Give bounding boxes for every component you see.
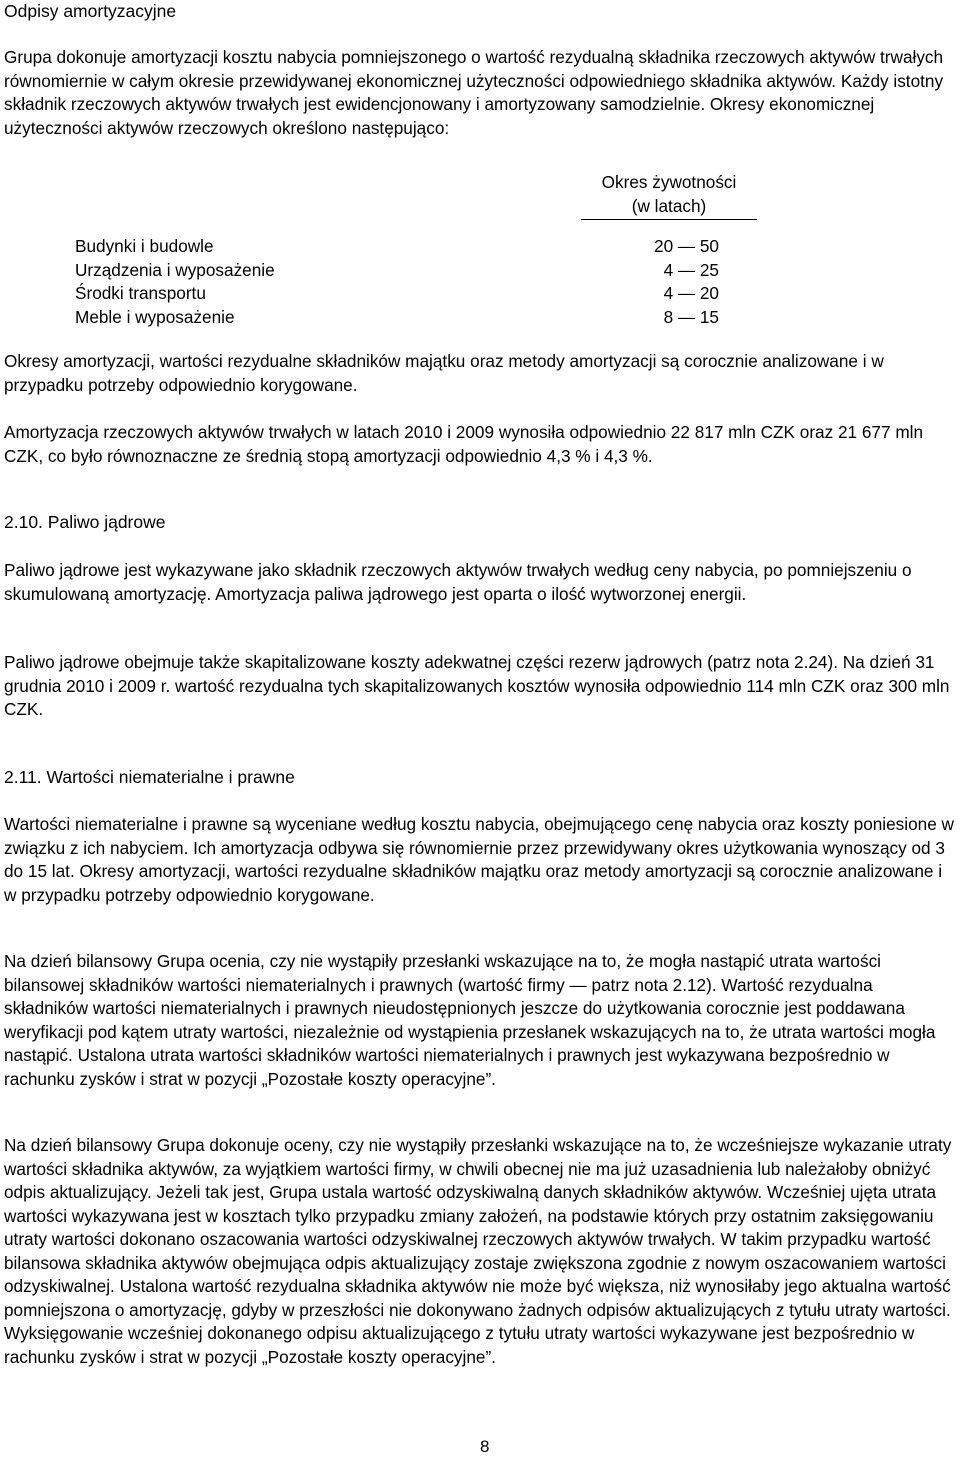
useful-life-header-line1: Okres żywotności xyxy=(601,172,737,192)
life-range: 4 — 25 xyxy=(663,259,719,280)
asset-name: Urządzenia i wyposażenie xyxy=(75,259,275,280)
header-underline xyxy=(581,219,757,220)
table-row xyxy=(75,282,765,306)
paragraph-intangibles-3: Na dzień bilansowy Grupa dokonuje oceny, czy nie wystąpiły przesłanki wskazujące na to, że wcześniejsze wykazanie utraty wartości składnika aktywów, za wyjątkiem wartości firmy, w chwili obecnej nie ma już uzasadnienia lub należałoby obniżyć odpis aktualizujący. Jeżeli tak jest, Grupa ustala wartość odzyskiwalną danych składników aktywów. Wcześniej ujęta utrata wartości wykazywana jest w kosztach tylko przypadku zmiany założeń, na podstawie których przy ostatnim zaksięgowaniu utraty wartości dokonano oszacowania wartości odzyskiwalnej rzeczowych aktywów trwałych. W takim przypadku wartość bilansowa składnika aktywów obejmująca odpis aktualizujący zostaje zwiększona zgodnie z nowym oszacowaniem wartości odzyskiwalnej. Ustalona wartość rezydualna składnika aktywów nie może być większa, niż wynosiłaby jego aktualna wartość pomniejszona o amortyzację, gdyby w przeszłości nie dokonywano żadnych odpisów aktualizujących z tytułu utraty wartości. Wyksięgowanie wcześniej dokonanego odpisu aktualizującego z tytułu utraty wartości wykazywane jest bezpośrednio w rachunku zysków i strat w pozycji „Pozostałe koszty operacyjne”. xyxy=(4,1135,952,1367)
table-row xyxy=(75,306,765,330)
page-number: 8 xyxy=(480,1437,490,1456)
useful-life-header-line2: (w latach) xyxy=(631,195,707,216)
asset-name: Meble i wyposażenie xyxy=(75,306,235,327)
paragraph-depreciation-intro: Grupa dokonuje amortyzacji kosztu nabycia pomniejszonego o wartość rezydualną składnika rzeczowych aktywów trwałych równomiernie w całym okresie przewidywanej ekonomicznej użyteczności odpowiedniego składnika aktywów. Każdy istotny składnik rzeczowych aktywów trwałych jest ewidencjonowany i amortyzowany samodzielnie. Okresy ekonomicznej użyteczności aktywów rzeczowych określono następująco: xyxy=(4,47,944,138)
life-range: 8 — 15 xyxy=(663,306,719,327)
section-heading-intangibles: 2.11. Wartości niematerialne i prawne xyxy=(4,767,295,787)
asset-name: Budynki i budowle xyxy=(75,236,214,256)
paragraph-nuclear-fuel-1: Paliwo jądrowe jest wykazywane jako składnik rzeczowych aktywów trwałych według ceny nabycia, po pomniejszeniu o skumulowaną amortyzację. Amortyzacja paliwa jądrowego jest oparta o ilość wytworzonej energii. xyxy=(4,560,912,604)
paragraph-nuclear-fuel-2: Paliwo jądrowe obejmuje także skapitalizowane koszty adekwatnej części rezerw jądrowych (patrz nota 2.24). Na dzień 31 grudnia 2010 i 2009 r. wartość rezydualna tych skapitalizowanych kosztów wynosiła odpowiednio 114 mln CZK oraz 300 mln CZK. xyxy=(4,652,950,719)
table-row xyxy=(75,259,765,283)
paragraph-intangibles-2: Na dzień bilansowy Grupa ocenia, czy nie wystąpiły przesłanki wskazujące na to, że mogła nastąpić utrata wartości bilansowej składników wartości niematerialnych i prawnych (wartość firmy — patrz nota 2.12). Wartość rezydualna składników wartości niematerialnych i prawnych nieudostępnionych jeszcze do użytkowania corocznie jest poddawana weryfikacji pod kątem utraty wartości, niezależnie od wystąpienia przesłanek wskazujących na to, że utrata wartości mogła nastąpić. Ustalona utrata wartości składników wartości niematerialnych i prawnych jest wykazywana bezpośrednio w rachunku zysków i strat w pozycji „Pozostałe koszty operacyjne”. xyxy=(4,951,936,1089)
section-heading-nuclear-fuel: 2.10. Paliwo jądrowe xyxy=(4,512,166,532)
section-heading-depreciation: Odpisy amortyzacyjne xyxy=(4,1,177,21)
life-range: 4 — 20 xyxy=(663,283,719,303)
paragraph-depreciation-amounts: Amortyzacja rzeczowych aktywów trwałych w latach 2010 i 2009 wynosiła odpowiednio 22 817 mln CZK oraz 21 677 mln CZK, co było równoznaczne ze średnią stopą amortyzacji odpowiednio 4,3 % i 4,3 %. xyxy=(4,422,924,466)
table-row xyxy=(75,235,765,259)
paragraph-depreciation-review: Okresy amortyzacji, wartości rezydualne składników majątku oraz metody amortyzacji są corocznie analizowane i w przypadku potrzeby odpowiednio korygowane. xyxy=(4,351,884,395)
paragraph-intangibles-1: Wartości niematerialne i prawne są wyceniane według kosztu nabycia, obejmującego cenę nabycia oraz koszty poniesione w związku z ich nabyciem. Ich amortyzacja odbywa się równomiernie przez przewidywany okres użytkowania wynoszący od 3 do 15 lat. Okresy amortyzacji, wartości rezydualne składników majątku oraz metody amortyzacji są corocznie analizowane i w przypadku potrzeby odpowiednio korygowane. xyxy=(4,814,954,905)
useful-life-header xyxy=(581,171,757,218)
life-range: 20 — 50 xyxy=(654,236,719,256)
asset-name: Środki transportu xyxy=(75,283,206,303)
